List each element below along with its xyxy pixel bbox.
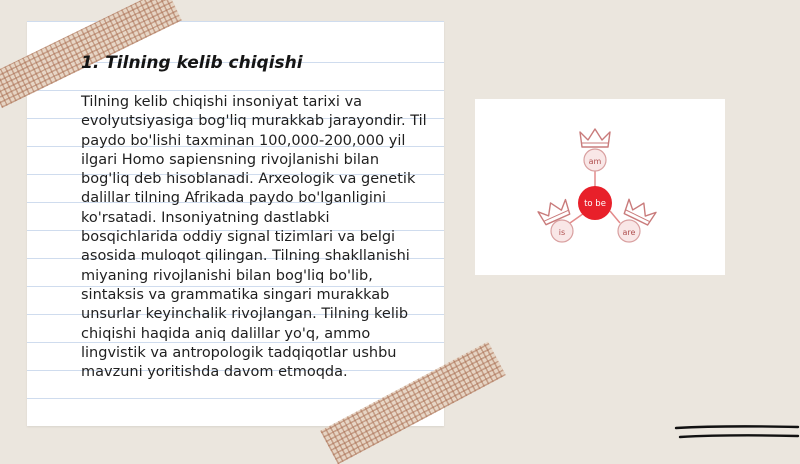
decorative-lines <box>672 420 800 446</box>
crown-icon <box>580 129 610 147</box>
center-node-label: to be <box>584 199 606 209</box>
slide-title: 1. Tilning kelib chiqishi <box>81 53 303 73</box>
diagram-card <box>475 99 725 275</box>
node-are-label: are <box>622 228 636 237</box>
node-is-label: is <box>558 228 566 237</box>
node-am-label: am <box>588 157 602 166</box>
connector-are <box>610 211 620 223</box>
to-be-diagram <box>475 99 725 275</box>
slide-body-text: Tilning kelib chiqishi insoniyat tarixi va evolyutsiyasiga bog'liq murakkab jarayondir. Til paydo bo'lishi taxminan 100,000-200,000 yil ilgari Homo sapiensning rivojlanishi bilan bog'liq deb hisoblanadi. Arxeologik va genetik dalillar tilning Afrikada paydo bo'lganligini ko'rsatadi. Insoniyatning dastlabki bosqichlarida oddiy signal tizimlari va belgi asosida muloqot qilingan. Tilning shakllanishi miyaning rivojlanishi bilan bog'liq bo'lib, sintaksis va grammatika singari murakkab unsurlar keyinchalik rivojlangan. Tilning kelib chiqishi haqida aniq dalillar yo'q, ammo lingvistik va antropologik tadqiqotlar ushbu mavzuni yoritishda davom etmoqda. <box>81 94 427 381</box>
